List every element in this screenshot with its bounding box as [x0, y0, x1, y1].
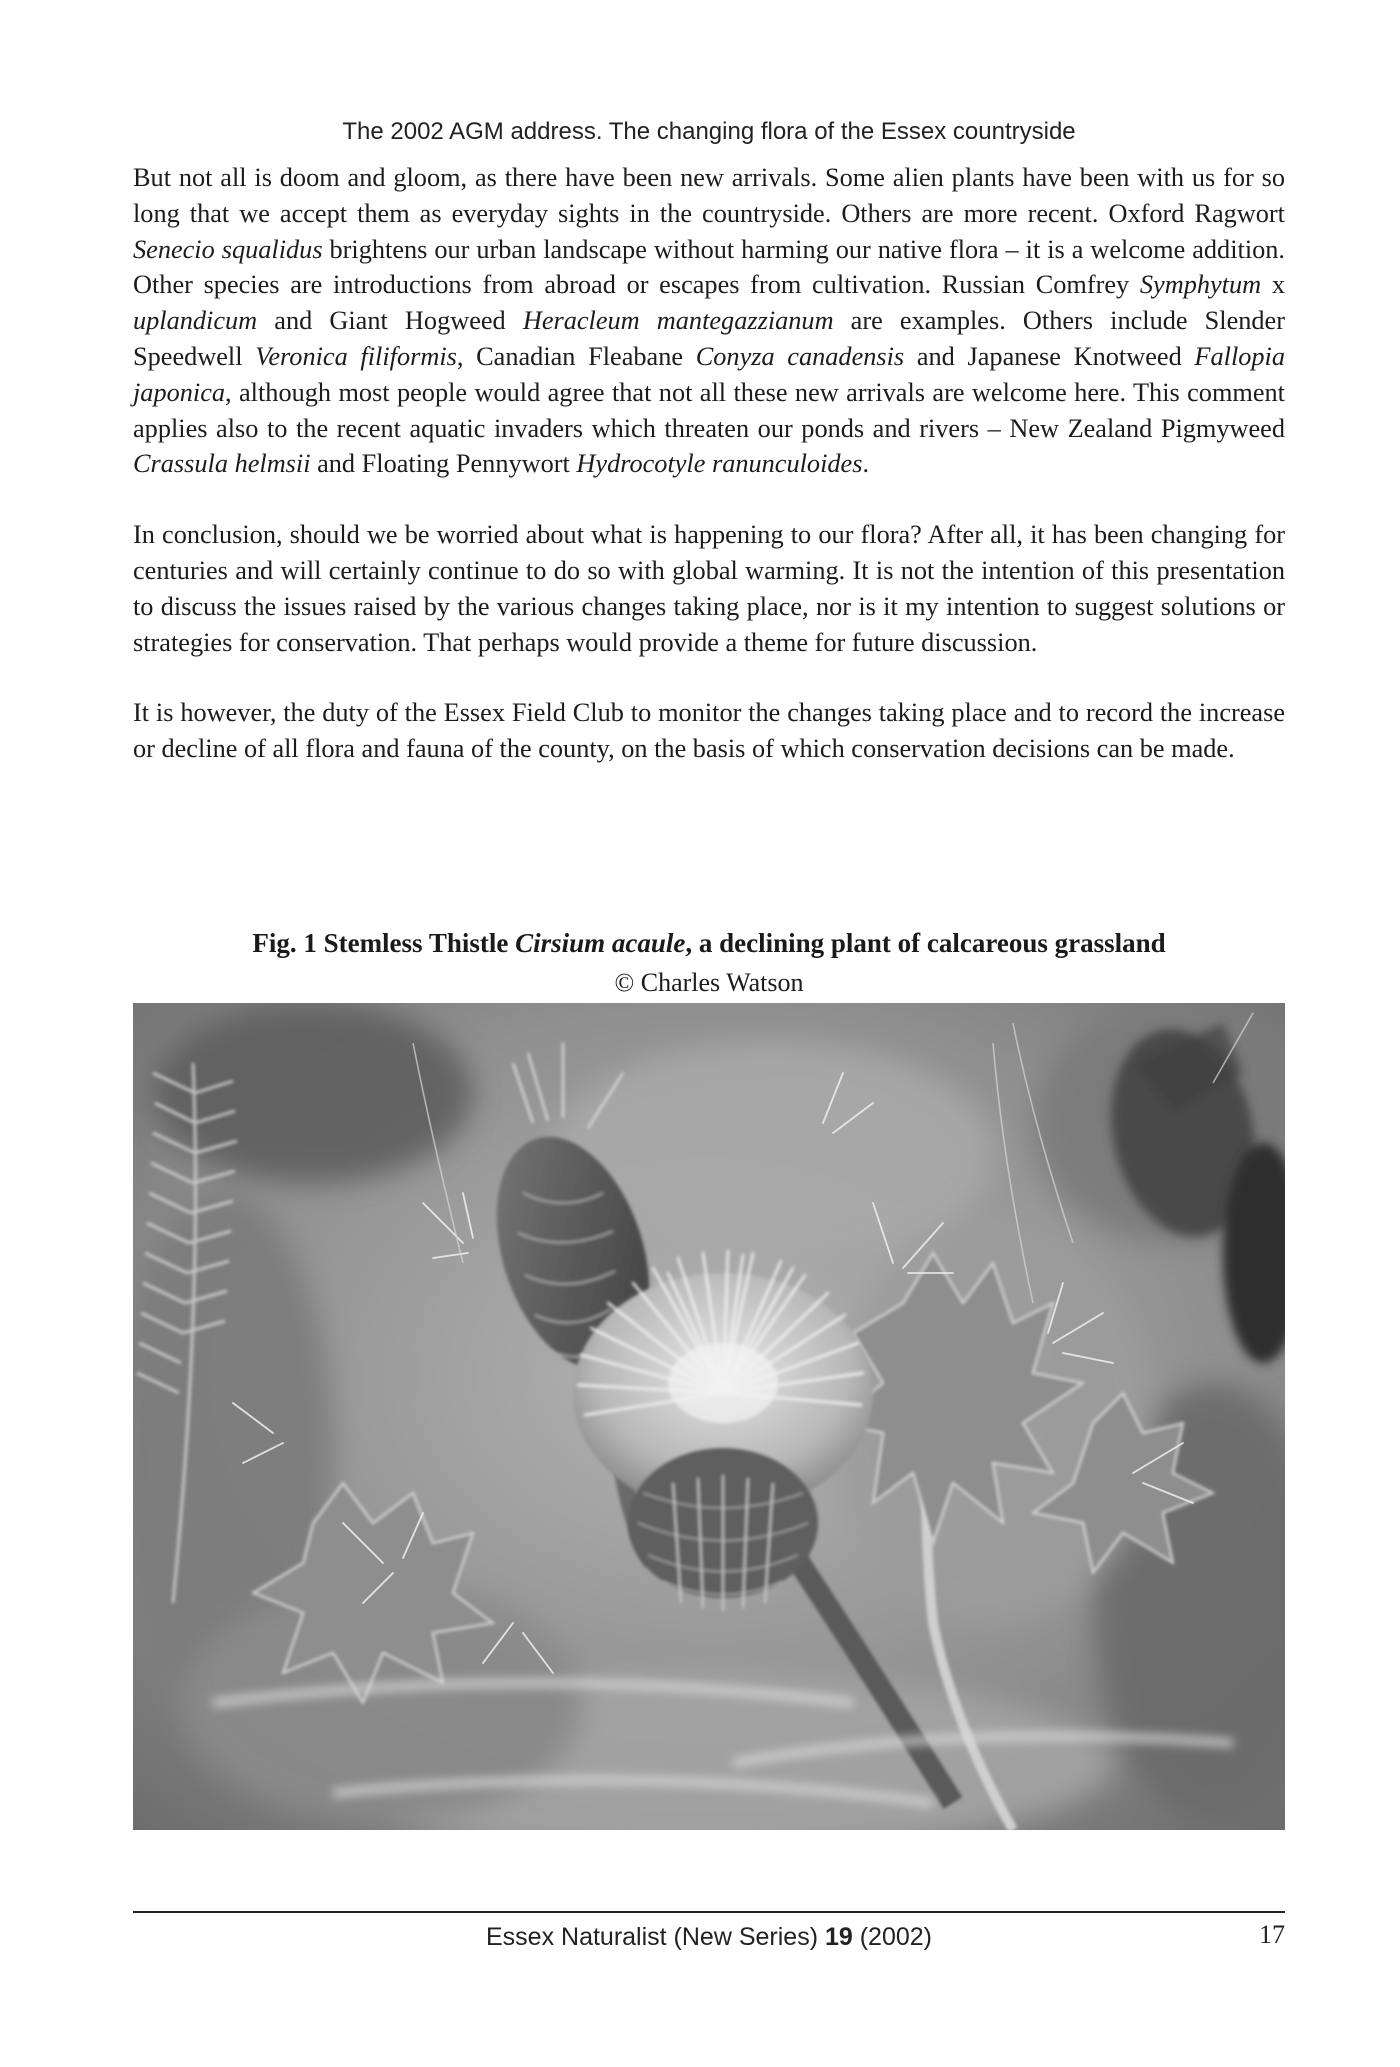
- thistle-photo-illustration: [133, 1003, 1285, 1830]
- footer-rule: [133, 1911, 1285, 1913]
- volume-number: 19: [824, 1923, 853, 1951]
- caption-prefix: Fig. 1 Stemless Thistle: [252, 928, 516, 958]
- journal-citation: [133, 1921, 1285, 1953]
- text-run: .: [862, 449, 870, 479]
- text-run: and Floating Pennywort: [310, 449, 577, 479]
- text-run: brightens our urban landscape without harming our native flora – it is a welcome addition. Other species are introductions from abroad or escapes from cultivation. Russian Comfrey: [133, 234, 1285, 300]
- caption-species: Cirsium acaule: [515, 928, 686, 958]
- text-run: But not all is doom and gloom, as there have been new arrivals. Some alien plants have been with us for so long that we accept them as everyday sights in the countryside. Others are more recent. Oxford Ragwort: [133, 163, 1285, 228]
- species-name: Symphytum: [1139, 270, 1262, 300]
- journal-name: Essex Naturalist (New Series): [485, 1923, 825, 1951]
- text-run: , Canadian Fleabane: [456, 341, 696, 371]
- species-name: Veronica filiformis: [255, 341, 457, 371]
- text-run: and Japanese Knotweed: [904, 341, 1195, 371]
- text-run: are examples. Others include Slender Speedwell: [133, 306, 1285, 371]
- thistle-photograph: [133, 1003, 1285, 1830]
- species-name: Hydrocotyle ranunculoides: [576, 449, 863, 479]
- paragraph-conclusion: [133, 517, 1285, 660]
- species-name: Crassula helmsii: [133, 449, 311, 479]
- species-name: Conyza canadensis: [695, 341, 905, 371]
- text-run: In conclusion, should we be worried about what is happening to our flora? After all, it has been changing for centuries and will certainly continue to do so with global warming. It is not the intention of this presentation to discuss the issues raised by the various changes taking place, nor is it my intention to suggest solutions or strategies for conservation. That perhaps would provide a theme for future discussion.: [133, 520, 1285, 657]
- species-name: uplandicum: [133, 306, 258, 336]
- journal-year: (2002): [852, 1923, 932, 1951]
- article-body: [133, 160, 1285, 802]
- figure-caption: [133, 925, 1285, 961]
- species-name: Fallopia japonica: [133, 341, 1285, 407]
- paragraph-new-arrivals: [133, 160, 1285, 482]
- text-run: , although most people would agree that not all these new arrivals are welcome here. This comment applies also to the recent aquatic invaders which threaten our ponds and rivers – New Zealand Pigmyweed: [133, 377, 1285, 443]
- caption-suffix: , a declining plant of calcareous grassland: [685, 928, 1166, 958]
- photo-credit: © Charles Watson: [614, 968, 804, 997]
- species-name: Heracleum mantegazzianum: [522, 306, 834, 336]
- text-run: x: [1261, 270, 1285, 300]
- paragraph-field-club-duty: [133, 695, 1285, 767]
- page-number: 17: [1259, 1920, 1285, 1949]
- text-run: and Giant Hogweed: [257, 306, 523, 336]
- species-name: Senecio squalidus: [133, 234, 323, 264]
- running-head: The 2002 AGM address. The changing flora of the Essex countryside: [342, 118, 1076, 145]
- text-run: It is however, the duty of the Essex Field Club to monitor the changes taking place and to record the increase or decline of all flora and fauna of the county, on the basis of which conservation decisions can be made.: [133, 698, 1285, 764]
